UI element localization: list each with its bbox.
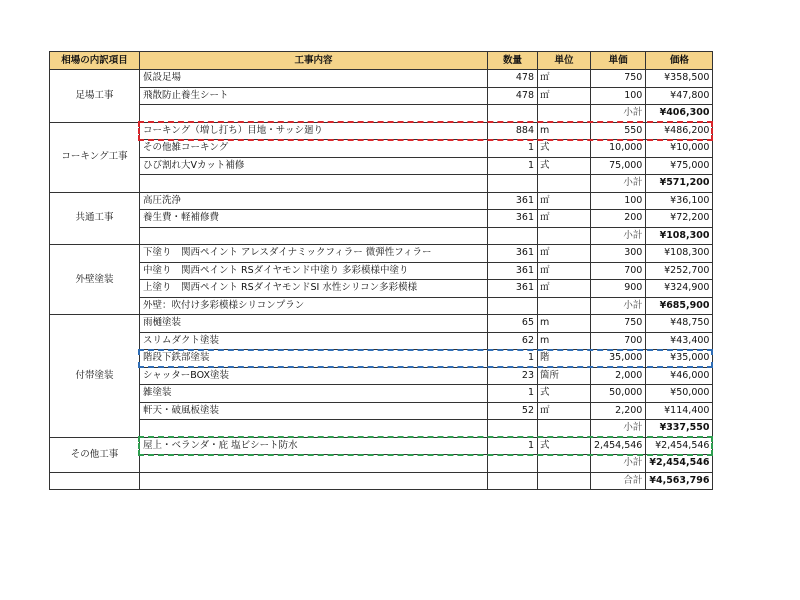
category-cell: 外壁塗装: [50, 245, 140, 315]
subtotal-note-cell: [140, 455, 488, 473]
category-cell: コーキング工事: [50, 122, 140, 192]
total-label: 合計: [591, 472, 646, 489]
quantity-cell: 1: [488, 350, 538, 368]
amount-cell: ¥46,000: [646, 367, 713, 385]
amount-cell: ¥43,400: [646, 332, 713, 350]
unit-price-cell: 700: [591, 262, 646, 280]
amount-cell: ¥47,800: [646, 87, 713, 105]
table-row: [50, 280, 713, 298]
table-row: [50, 437, 713, 455]
estimate-sheet: [49, 51, 713, 490]
unit-cell: m: [538, 315, 591, 333]
unit-cell: ㎡: [538, 245, 591, 263]
unit-cell: ㎡: [538, 192, 591, 210]
subtotal-row: [50, 455, 713, 473]
subtotal-note-cell: [140, 105, 488, 123]
subtotal-label: 小計: [591, 297, 646, 315]
unit-cell: 階: [538, 350, 591, 368]
grand-total-value: ¥4,563,796: [646, 472, 713, 489]
quantity-cell: 1: [488, 437, 538, 455]
empty-cell: [538, 105, 591, 123]
unit-cell: ㎡: [538, 262, 591, 280]
content-cell: 高圧洗浄: [140, 192, 488, 210]
subtotal-row: [50, 297, 713, 315]
subtotal-value: ¥685,900: [646, 297, 713, 315]
category-cell: 足場工事: [50, 70, 140, 123]
empty-cell: [538, 297, 591, 315]
table-row: [50, 332, 713, 350]
empty-cell: [488, 420, 538, 438]
table-row: [50, 245, 713, 263]
subtotal-value: ¥337,550: [646, 420, 713, 438]
content-cell: 下塗り 関西ペイント アレスダイナミックフィラー 微弾性フィラー: [140, 245, 488, 263]
table-row: [50, 315, 713, 333]
empty-cell: [140, 472, 488, 489]
amount-cell: ¥36,100: [646, 192, 713, 210]
empty-cell: [538, 227, 591, 245]
subtotal-label: 小計: [591, 455, 646, 473]
table-row: [50, 87, 713, 105]
unit-cell: ㎡: [538, 87, 591, 105]
amount-cell: ¥252,700: [646, 262, 713, 280]
quantity-cell: 52: [488, 402, 538, 420]
subtotal-value: ¥406,300: [646, 105, 713, 123]
quantity-cell: 1: [488, 157, 538, 175]
content-cell: スリムダクト塗装: [140, 332, 488, 350]
unit-price-cell: 900: [591, 280, 646, 298]
quantity-cell: 884: [488, 122, 538, 140]
content-cell: シャッターBOX塗装: [140, 367, 488, 385]
unit-cell: ㎡: [538, 402, 591, 420]
unit-price-cell: 50,000: [591, 385, 646, 403]
table-row: [50, 70, 713, 88]
table-row: [50, 192, 713, 210]
content-cell: 軒天・破風板塗装: [140, 402, 488, 420]
amount-cell: ¥114,400: [646, 402, 713, 420]
amount-cell: ¥108,300: [646, 245, 713, 263]
quantity-cell: 1: [488, 385, 538, 403]
table-row: [50, 157, 713, 175]
header-unit: 単位: [538, 52, 591, 70]
subtotal-label: 小計: [591, 105, 646, 123]
empty-cell: [488, 105, 538, 123]
quantity-cell: 65: [488, 315, 538, 333]
unit-price-cell: 200: [591, 210, 646, 228]
header-unit-price: 単価: [591, 52, 646, 70]
subtotal-label: 小計: [591, 227, 646, 245]
content-cell: 雨樋塗装: [140, 315, 488, 333]
quantity-cell: 478: [488, 70, 538, 88]
amount-cell: ¥50,000: [646, 385, 713, 403]
content-cell: 中塗り 関西ペイント RSダイヤモンド中塗り 多彩模様中塗り: [140, 262, 488, 280]
unit-cell: ㎡: [538, 210, 591, 228]
unit-price-cell: 2,200: [591, 402, 646, 420]
quantity-cell: 361: [488, 192, 538, 210]
unit-cell: 式: [538, 140, 591, 158]
unit-price-cell: 100: [591, 87, 646, 105]
empty-cell: [488, 455, 538, 473]
amount-cell: ¥358,500: [646, 70, 713, 88]
header-content: 工事内容: [140, 52, 488, 70]
empty-cell: [50, 472, 140, 489]
subtotal-row: [50, 105, 713, 123]
content-cell: その他雑コーキング: [140, 140, 488, 158]
empty-cell: [538, 455, 591, 473]
quantity-cell: 361: [488, 210, 538, 228]
content-cell: 養生費・軽補修費: [140, 210, 488, 228]
unit-price-cell: 2,000: [591, 367, 646, 385]
quantity-cell: 361: [488, 245, 538, 263]
empty-cell: [488, 227, 538, 245]
unit-price-cell: 75,000: [591, 157, 646, 175]
empty-cell: [488, 472, 538, 489]
content-cell: 仮設足場: [140, 70, 488, 88]
quantity-cell: 361: [488, 280, 538, 298]
grand-total-row: [50, 472, 713, 489]
unit-price-cell: 35,000: [591, 350, 646, 368]
header-quantity: 数量: [488, 52, 538, 70]
unit-price-cell: 700: [591, 332, 646, 350]
content-cell: ひび割れ大Vカット補修: [140, 157, 488, 175]
table-row: [50, 122, 713, 140]
empty-cell: [538, 420, 591, 438]
unit-cell: m: [538, 122, 591, 140]
subtotal-value: ¥108,300: [646, 227, 713, 245]
subtotal-row: [50, 175, 713, 193]
subtotal-value: ¥2,454,546: [646, 455, 713, 473]
category-cell: その他工事: [50, 437, 140, 472]
amount-cell: ¥72,200: [646, 210, 713, 228]
category-cell: 共通工事: [50, 192, 140, 245]
content-cell: コーキング（増し打ち）目地・サッシ廻り: [140, 122, 488, 140]
unit-price-cell: 100: [591, 192, 646, 210]
empty-cell: [538, 175, 591, 193]
content-cell: 雑塗装: [140, 385, 488, 403]
quantity-cell: 361: [488, 262, 538, 280]
empty-cell: [538, 472, 591, 489]
table-row: [50, 402, 713, 420]
amount-cell: ¥2,454,546: [646, 437, 713, 455]
subtotal-note-cell: [140, 227, 488, 245]
content-cell: 飛散防止養生シート: [140, 87, 488, 105]
table-row: [50, 385, 713, 403]
subtotal-row: [50, 227, 713, 245]
content-cell: 上塗り 関西ペイント RSダイヤモンドSI 水性シリコン多彩模様: [140, 280, 488, 298]
empty-cell: [488, 175, 538, 193]
empty-cell: [488, 297, 538, 315]
amount-cell: ¥324,900: [646, 280, 713, 298]
table-row: [50, 210, 713, 228]
category-cell: 付帯塗装: [50, 315, 140, 438]
quantity-cell: 478: [488, 87, 538, 105]
header-amount: 価格: [646, 52, 713, 70]
content-cell: 階段下鉄部塗装: [140, 350, 488, 368]
header-category: 相場の内訳項目: [50, 52, 140, 70]
unit-cell: m: [538, 332, 591, 350]
header-row: [50, 52, 713, 70]
estimate-table: [49, 51, 713, 490]
unit-price-cell: 10,000: [591, 140, 646, 158]
content-cell: 屋上・ベランダ・庇 塩ビシート防水: [140, 437, 488, 455]
amount-cell: ¥35,000: [646, 350, 713, 368]
unit-cell: 式: [538, 157, 591, 175]
unit-price-cell: 750: [591, 315, 646, 333]
amount-cell: ¥48,750: [646, 315, 713, 333]
amount-cell: ¥486,200: [646, 122, 713, 140]
unit-cell: 式: [538, 385, 591, 403]
unit-cell: 箇所: [538, 367, 591, 385]
subtotal-row: [50, 420, 713, 438]
subtotal-note-cell: 外壁：吹付け多彩模様シリコンプラン: [140, 297, 488, 315]
quantity-cell: 23: [488, 367, 538, 385]
subtotal-label: 小計: [591, 420, 646, 438]
subtotal-note-cell: [140, 420, 488, 438]
subtotal-note-cell: [140, 175, 488, 193]
table-row: [50, 350, 713, 368]
table-row: [50, 367, 713, 385]
table-row: [50, 262, 713, 280]
quantity-cell: 62: [488, 332, 538, 350]
table-row: [50, 140, 713, 158]
unit-price-cell: 2,454,546: [591, 437, 646, 455]
amount-cell: ¥10,000: [646, 140, 713, 158]
unit-cell: ㎡: [538, 280, 591, 298]
unit-cell: 式: [538, 437, 591, 455]
unit-price-cell: 550: [591, 122, 646, 140]
amount-cell: ¥75,000: [646, 157, 713, 175]
unit-price-cell: 300: [591, 245, 646, 263]
subtotal-value: ¥571,200: [646, 175, 713, 193]
subtotal-label: 小計: [591, 175, 646, 193]
quantity-cell: 1: [488, 140, 538, 158]
unit-cell: ㎡: [538, 70, 591, 88]
unit-price-cell: 750: [591, 70, 646, 88]
